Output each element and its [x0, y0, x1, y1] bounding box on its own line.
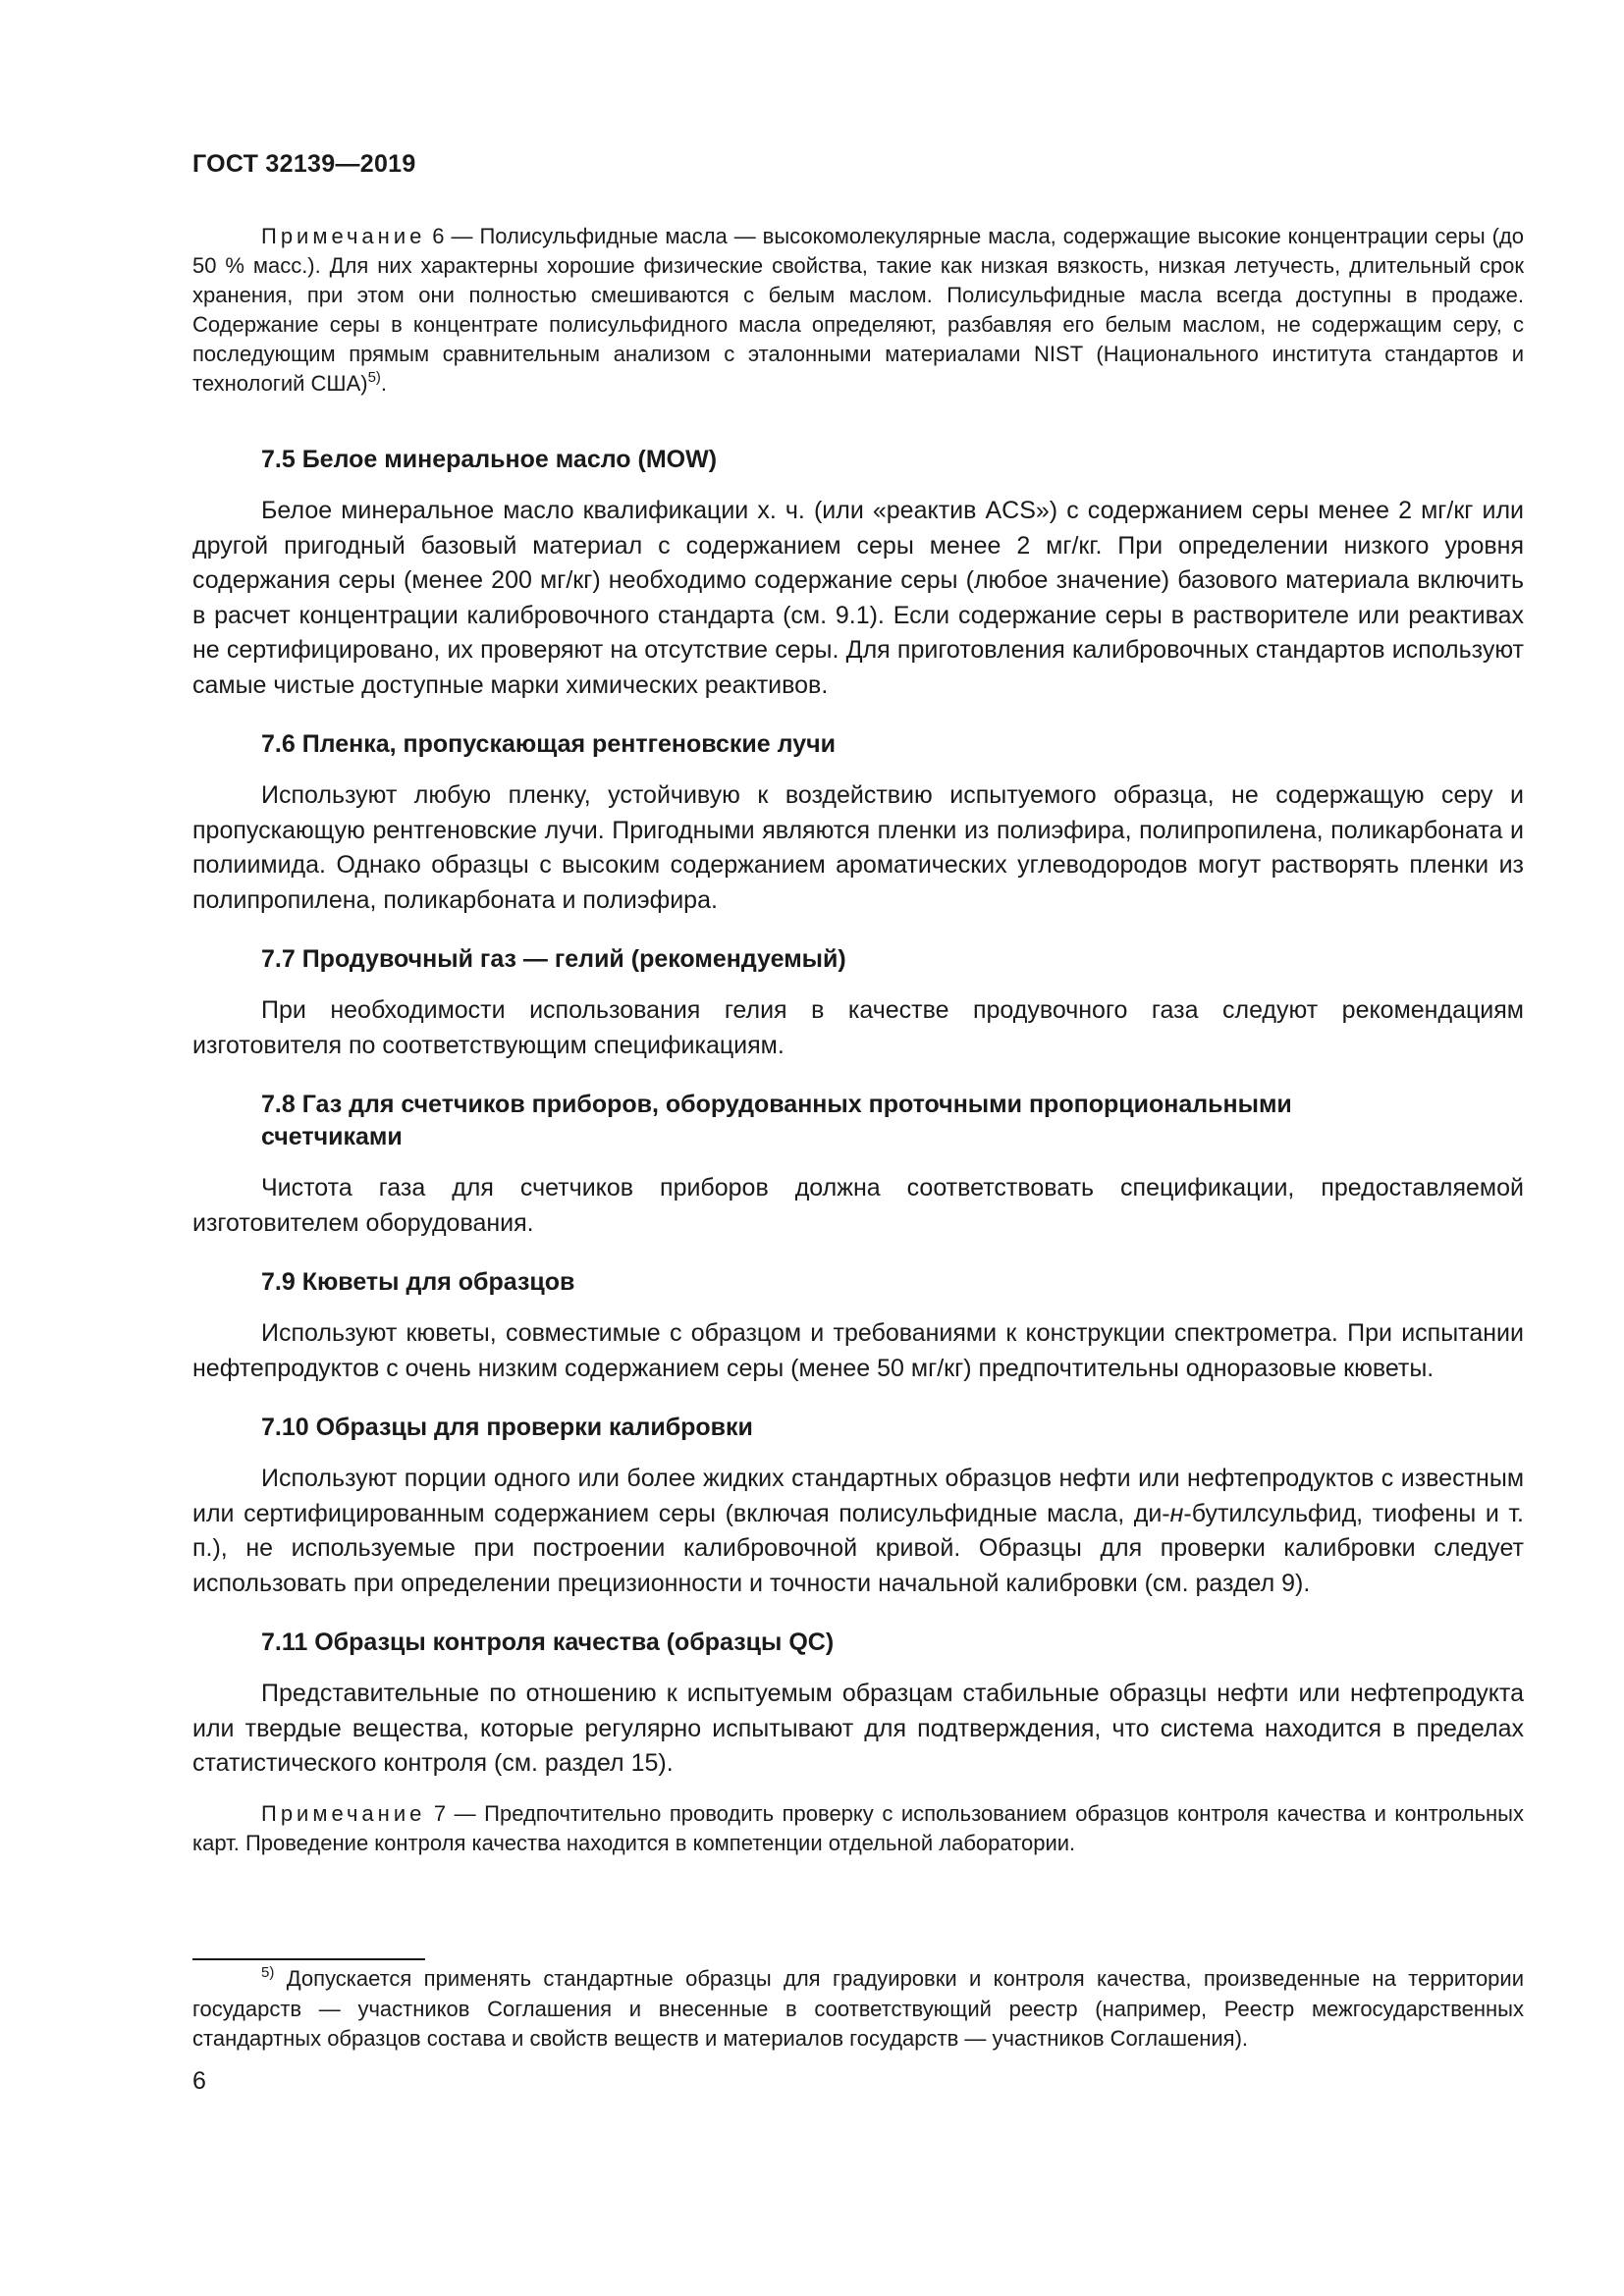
page-number: 6 [192, 2067, 206, 2095]
note-label: Примечание [261, 224, 426, 248]
section-7-8 [192, 1089, 1524, 1241]
section-7-5 [192, 444, 1524, 703]
footnote-ref[interactable]: 5) [367, 369, 381, 386]
section-7-9 [192, 1266, 1524, 1386]
footnote-divider [192, 1958, 425, 1960]
section-heading: 7.10 Образцы для проверки калибровки [261, 1414, 753, 1441]
main-content [192, 222, 1524, 1858]
section-text: Используют любую пленку, устойчивую к воздействию испытуемого образца, не содержащую серу и пропускающую рентгеновские лучи. Пригодными являются пленки из полиэфира, полипропилена, поликарбоната и полиимида. Однако образцы с высоким содержанием ароматических углеводородов могут растворять пленки из полипропилена, поликарбоната и полиэфира. [192, 781, 1524, 914]
standard-header: ГОСТ 32139—2019 [192, 150, 416, 178]
section-7-10 [192, 1412, 1524, 1601]
footnote-text: Допускается применять стандартные образцы для градуировки и контроля качества, произведенные на территории государств — участников Соглашения и внесенные в соответствующий реестр (например, Реестр межгосударственных стандартных образцов состава и свойств веществ и материалов государств — участников Соглашения). [192, 1966, 1524, 2051]
section-text: Чистота газа для счетчиков приборов должна соответствовать спецификации, предоставляемой изготовителем оборудования. [192, 1174, 1524, 1237]
footnote-5 [192, 1964, 1524, 2055]
section-heading: 7.9 Кюветы для образцов [261, 1268, 575, 1296]
footnote-marker: 5) [261, 1964, 275, 1981]
section-heading: 7.7 Продувочный газ — гелий (рекомендуемый) [261, 945, 846, 973]
section-heading: 7.6 Пленка, пропускающая рентгеновские лучи [261, 730, 836, 758]
note-text: 7 — Предпочтительно проводить проверку с использованием образцов контроля качества и контрольных карт. Проведение контроля качества находится в компетенции отдельной лаборатории. [192, 1800, 1524, 1855]
section-7-11 [192, 1627, 1524, 1782]
section-heading: 7.11 Образцы контроля качества (образцы QC) [261, 1629, 835, 1656]
section-7-6 [192, 728, 1524, 918]
section-text: Используют кюветы, совместимые с образцом и требованиями к конструкции спектрометра. При испытании нефтепродуктов с очень низким содержанием серы (менее 50 мг/кг) предпочтительны одноразовые кюветы. [192, 1319, 1524, 1382]
section-heading: 7.5 Белое минеральное масло (MOW) [261, 446, 718, 473]
note-6: Примечание 6 — Полисульфидные масла — высокомолекулярные масла, содержащие высокие концентрации серы (до 50 % масс.). Для них характерны хорошие физические свойства, такие как низкая вязкость, низкая летучесть, длительный срок хранения, при этом они полностью смешиваются с белым маслом. Полисульфидные масла всегда доступны в продаже. Содержание серы в концентрате полисульфидного масла определяют, разбавляя его белым маслом, не содержащим серу, с последующим прямым сравнительным анализом с эталонными материалами NIST (Национального института стандартов и технологий США)$^{5)}$. [192, 224, 1524, 396]
section-heading: 7.8 Газ для счетчиков приборов, оборудованных проточными пропорциональными счетчиками [261, 1091, 1292, 1150]
section-text: Представительные по отношению к испытуемым образцам стабильные образцы нефти или нефтепродукта или твердые вещества, которые регулярно испытывают для подтверждения, что система находится в пределах статистического контроля (см. раздел 15). [192, 1680, 1524, 1777]
note-7 [192, 1799, 1524, 1858]
note-label: Примечание [261, 1800, 426, 1826]
note-text: 6 — Полисульфидные масла — высокомолекулярные масла, содержащие высокие концентрации серы (до 50 % масс.). Для них характерны хорошие физические свойства, такие как низкая вязкость, низкая летучесть, длительный срок хранения, при этом они полностью смешиваются с белым маслом. Полисульфидные масла всегда доступны в продаже. Содержание серы в концентрате полисульфидного масла определяют, разбавляя его белым маслом, не содержащим серу, с последующим прямым сравнительным анализом с эталонными материалами NIST (Национального института стандартов и технологий США) [192, 224, 1524, 396]
section-7-7 [192, 943, 1524, 1063]
section-text: Белое минеральное масло квалификации х. ч. (или «реактив ACS») с содержанием серы менее 2 мг/кг или другой пригодный базовый материал с содержанием серы менее 2 мг/кг. При определении низкого уровня содержания серы (менее 200 мг/кг) необходимо содержание серы (любое значение) базового материала включить в расчет концентрации калибровочного стандарта (см. 9.1). Если содержание серы в растворителе или реактивах не сертифицировано, их проверяют на отсутствие серы. Для приготовления калибровочных стандартов используют самые чистые доступные марки химических реактивов. [192, 497, 1524, 699]
section-text: При необходимости использования гелия в качестве продувочного газа следуют рекомендациям изготовителя по соответствующим спецификациям. [192, 996, 1524, 1059]
section-text: Используют порции одного или более жидких стандартных образцов нефти или нефтепродуктов с известным или сертифицированным содержанием серы (включая полисульфидные масла, ди-н-бутилсульфид, тиофены и т. п.), не используемые при построении калибровочной кривой. Образцы для проверки калибровки следует использовать при определении прецизионности и точности начальной калибровки (см. раздел 9). [192, 1465, 1524, 1597]
